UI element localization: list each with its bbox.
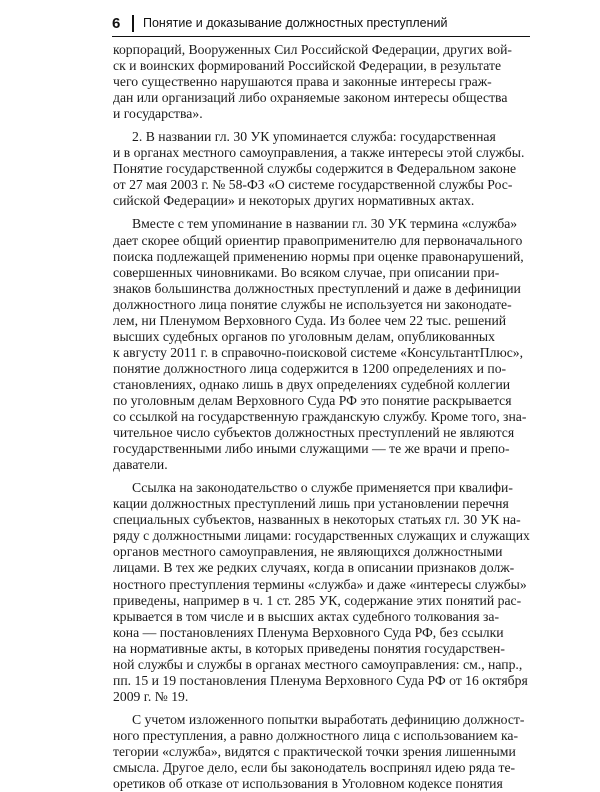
text-line: чительное число субъектов должностных преступлений не являются <box>113 425 515 441</box>
paragraph-gap <box>113 473 531 480</box>
header-rule <box>112 36 530 37</box>
body-text <box>113 42 531 792</box>
text-line: органов местного самоуправления, не являющихся должностными <box>113 544 503 560</box>
text-line: на нормативные акты, в которых приведены понятия государствен- <box>113 640 505 656</box>
text-line: по уголовным делам Верховного Суда РФ это понятие раскрывается <box>113 392 512 408</box>
text-line: чего существенно нарушаются права и законные интересы граж- <box>113 74 492 90</box>
text-line: тегории «служба», видятся с практической точки зрения лишенными <box>113 743 516 759</box>
text-line: становлениях, однако лишь в двух определениях судебной коллегии <box>113 376 511 392</box>
page-number: 6 <box>112 15 121 32</box>
text-line: Вместе с тем упоминание в названии гл. 30 УК термина «служба» <box>132 216 518 232</box>
text-line: пп. 15 и 19 постановления Пленума Верховного Суда РФ от 16 октября <box>113 672 528 688</box>
page-header <box>112 13 530 37</box>
text-line: от 27 мая 2003 г. № 58-ФЗ «О системе государственной службы Рос- <box>113 177 513 193</box>
text-line: должностного лица понятие службы не используется ни законодате- <box>113 296 512 312</box>
text-line: ск и воинских формирований Российской Федерации, в результате <box>113 58 502 74</box>
paragraph-gap <box>113 122 531 129</box>
text-line: крывается в том числе и в высших актах судебного толкования за- <box>113 608 500 624</box>
paragraph-gap <box>113 209 531 216</box>
running-head: Понятие и доказывание должностных преступлений <box>143 16 448 30</box>
text-line: сийской Федерации» и некоторых других нормативных актах. <box>113 193 475 209</box>
text-line: кона — постановлениях Пленума Верховного Суда РФ, без ссылки <box>113 624 504 640</box>
text-line: кации должностных преступлений лишь при установлении перечня <box>113 496 509 512</box>
text-line: поиска подлежащей применению нормы при оценке правонарушений, <box>113 248 524 264</box>
text-line: специальных субъектов, названных в некоторых статьях гл. 30 УК на- <box>113 512 521 528</box>
text-line: знаков большинства должностных преступлений и даже в дефиниции <box>113 280 521 296</box>
text-line: даватели. <box>113 457 168 473</box>
text-line: С учетом изложенного попытки выработать дефиницию должност- <box>132 711 525 727</box>
text-line: понятие должностного лица содержится в 1200 определениях и по- <box>113 360 507 376</box>
text-line: оретиков об отказе от использования в Уголовном кодексе понятия <box>113 776 503 792</box>
text-line: лицами. В тех же редких случаях, когда в описании признаков долж- <box>113 560 515 576</box>
text-line: корпораций, Вооруженных Сил Российской Федерации, других вой- <box>113 42 512 57</box>
text-line: дает скорее общий ориентир правоприменителю для первоначального <box>113 232 523 248</box>
text-line: совершенных чиновниками. Во всяком случае, при описании при- <box>113 264 500 280</box>
text-line: ряду с должностными лицами: государственных служащих и служащих <box>113 528 530 544</box>
text-line: Ссылка на законодательство о службе применяется при квалифи- <box>132 480 513 496</box>
text-line: Понятие государственной службы содержится в Федеральном законе <box>113 161 517 177</box>
text-line: смысла. Другое дело, если бы законодатель воспринял идею ряда те- <box>113 760 516 776</box>
text-line: лем, ни Пленумом Верховного Суда. Из более чем 22 тыс. решений <box>113 312 507 328</box>
text-line: 2009 г. № 19. <box>113 688 189 704</box>
text-line: приведены, например в ч. 1 ст. 285 УК, содержание этих понятий рас- <box>113 592 522 608</box>
text-line: ного преступления, а равно должностного лица с использованием ка- <box>113 727 519 743</box>
header-separator <box>132 15 134 32</box>
text-line: к августу 2011 г. в справочно-поисковой системе «КонсультантПлюс», <box>113 344 524 360</box>
paragraph-gap <box>113 705 531 712</box>
text-line: 2. В названии гл. 30 УК упоминается служба: государственная <box>132 129 496 145</box>
text-line: ностного преступления термины «служба» и даже «интересы службы» <box>113 576 527 592</box>
text-line: со ссылкой на государственную гражданскую службу. Кроме того, зна- <box>113 409 527 425</box>
text-line: и в органах местного самоуправления, а также интересы этой службы. <box>113 145 525 161</box>
text-line: ной службы и службы в органах местного самоуправления: см., напр., <box>113 656 523 672</box>
text-line: дан или организаций либо охраняемые законом интересы общества <box>113 90 508 106</box>
text-line: высших судебных органов по уголовным делам, опубликованных <box>113 328 495 344</box>
text-line: и государства». <box>113 106 203 122</box>
text-line: государственными либо иными служащими — те же врачи и препо- <box>113 441 510 457</box>
